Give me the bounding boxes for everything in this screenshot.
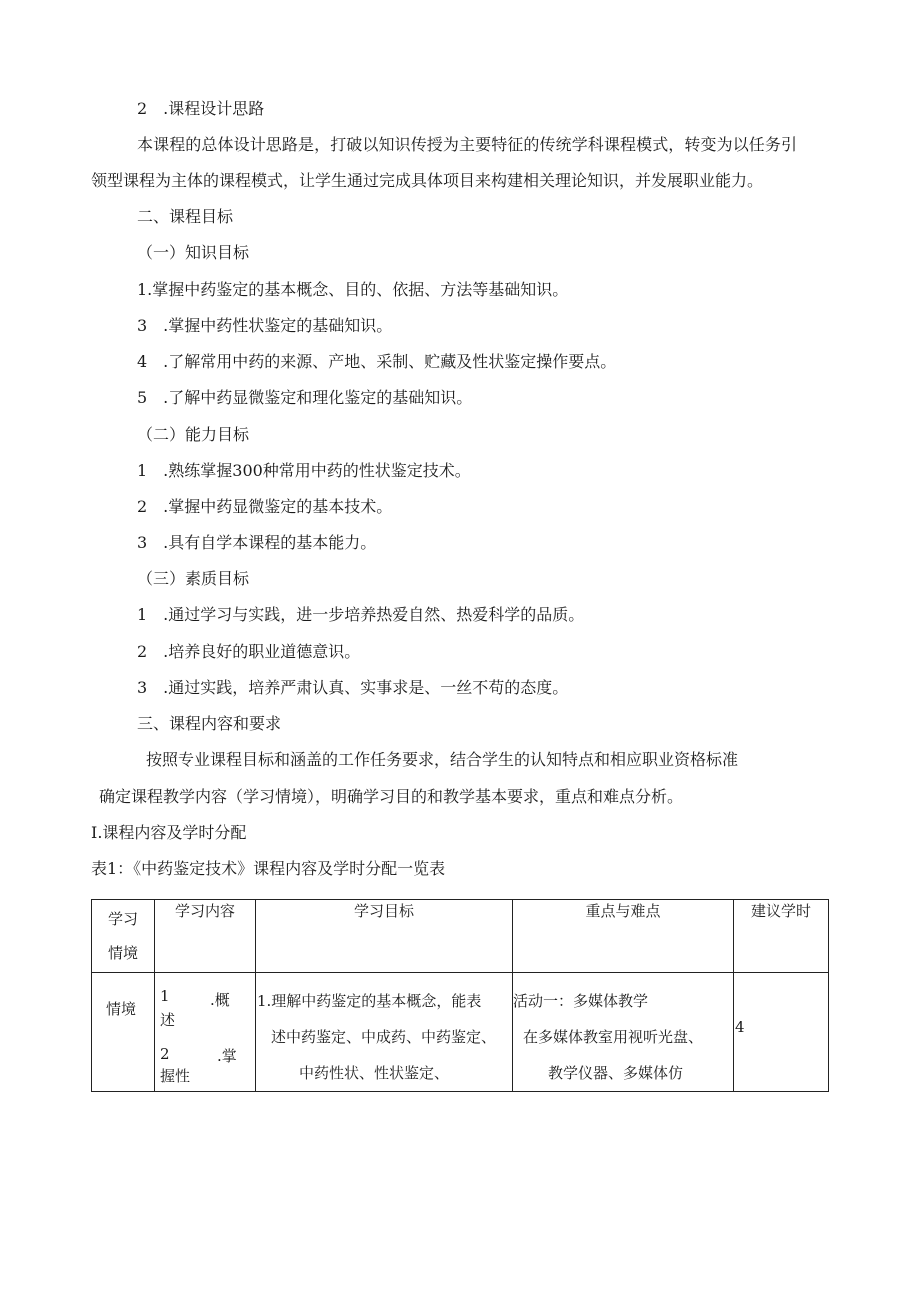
cell-text: 1.理解中药鉴定的基本概念，能表 xyxy=(257,992,482,1010)
knowledge-item: 1.掌握中药鉴定的基本概念、目的、依据、方法等基础知识。 xyxy=(137,280,569,299)
subheading-knowledge: （一）知识目标 xyxy=(137,243,250,262)
paragraph-line: 本课程的总体设计思路是，打破以知识传授为主要特征的传统学科课程模式，转变为以任务引 xyxy=(137,135,798,154)
quality-item: 3 .通过实践，培养严肃认真、实事求是、一丝不苟的态度。 xyxy=(137,678,569,697)
cell-text: 中药性状、性状鉴定、 xyxy=(299,1064,450,1082)
cell-text: 述中药鉴定、中成药、中药鉴定、 xyxy=(271,1028,497,1046)
header-focus: 重点与难点 xyxy=(513,900,734,973)
section-heading-goals: 二、课程目标 xyxy=(137,207,234,226)
header-content: 学习内容 xyxy=(155,900,256,973)
quality-item: 1 .通过学习与实践，进一步培养热爱自然、热爱科学的品质。 xyxy=(137,605,585,624)
cell-goal xyxy=(256,973,513,1092)
focus-text xyxy=(513,973,733,1091)
section-heading-design: 2 .课程设计思路 xyxy=(137,99,265,118)
cell-text: 4 xyxy=(735,1018,745,1036)
cell-text: 在多媒体教室用视听光盘、 xyxy=(523,1028,704,1046)
header-situation xyxy=(92,900,155,973)
cell-text: 情境 xyxy=(106,1000,137,1018)
course-content-table xyxy=(91,899,829,1092)
cell-text: 述 xyxy=(160,1011,176,1029)
cell-hours xyxy=(734,973,829,1092)
knowledge-item: 5 .了解中药显微鉴定和理化鉴定的基础知识。 xyxy=(137,388,473,407)
cell-text: 握性 xyxy=(160,1067,191,1085)
cell-text: 1 xyxy=(160,987,170,1005)
cell-content xyxy=(155,973,256,1092)
paragraph-line: 确定课程教学内容（学习情境），明确学习目的和教学基本要求，重点和难点分析。 xyxy=(99,787,684,806)
quality-item: 2 .培养良好的职业道德意识。 xyxy=(137,642,361,661)
table-caption: 表1：《中药鉴定技术》课程内容及学时分配一览表 xyxy=(91,859,446,878)
header-text: 情境 xyxy=(107,944,138,962)
knowledge-item: 3 .掌握中药性状鉴定的基础知识。 xyxy=(137,316,393,335)
cell-situation xyxy=(92,973,155,1092)
table-row xyxy=(92,973,829,1092)
ability-item: 3 .具有自学本课程的基本能力。 xyxy=(137,533,377,552)
cell-focus xyxy=(513,973,734,1092)
content-stack xyxy=(155,973,255,1084)
subheading-ability: （二）能力目标 xyxy=(137,425,250,444)
ability-item: 2 .掌握中药显微鉴定的基本技术。 xyxy=(137,497,393,516)
paragraph-line: 领型课程为主体的课程模式，让学生通过完成具体项目来构建相关理论知识，并发展职业能力。 xyxy=(91,171,764,190)
cell-text: 2 xyxy=(160,1045,170,1063)
paragraph-line: 按照专业课程目标和涵盖的工作任务要求，结合学生的认知特点和相应职业资格标准 xyxy=(146,750,739,769)
header-text: 学习 xyxy=(107,910,138,928)
knowledge-item: 4 .了解常用中药的来源、产地、采制、贮藏及性状鉴定操作要点。 xyxy=(137,352,617,371)
cell-text: 活动一：多媒体教学 xyxy=(513,992,649,1010)
section-heading-content: 三、课程内容和要求 xyxy=(137,714,282,733)
cell-text: .概 xyxy=(210,991,230,1009)
ability-item: 1 .熟练掌握300种常用中药的性状鉴定技术。 xyxy=(137,461,471,480)
subsection-heading: I.课程内容及学时分配 xyxy=(91,823,247,842)
cell-text: 教学仪器、多媒体仿 xyxy=(548,1064,684,1082)
header-hours: 建议学时 xyxy=(734,900,829,973)
table-header-row xyxy=(92,900,829,973)
goal-text xyxy=(256,973,512,1091)
cell-text: .掌 xyxy=(217,1047,237,1065)
subheading-quality: （三）素质目标 xyxy=(137,569,250,588)
header-goal: 学习目标 xyxy=(256,900,513,973)
